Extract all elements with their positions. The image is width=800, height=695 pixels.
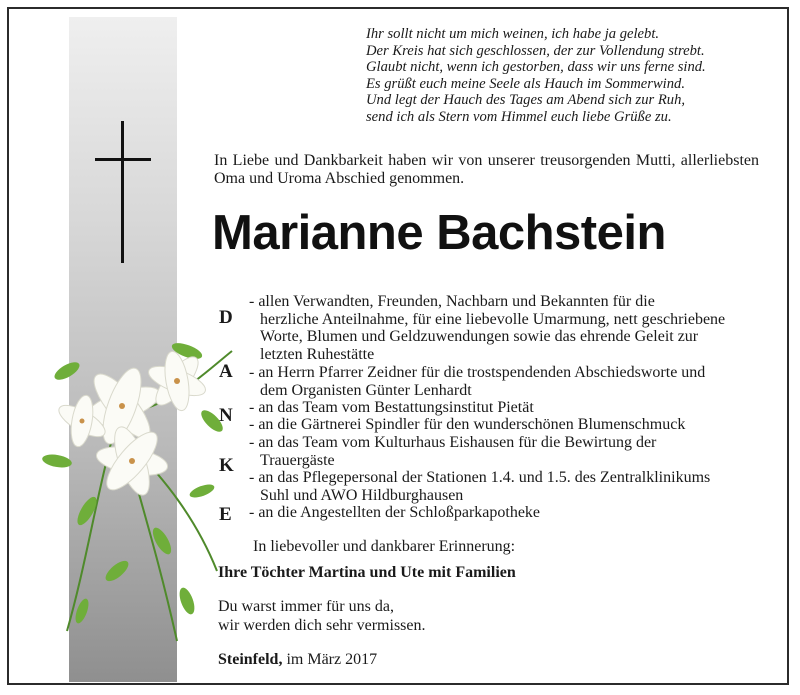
- thanks-line: Trauergäste: [260, 451, 335, 469]
- danke-letter: D: [219, 307, 233, 328]
- thanks-entry: [249, 469, 710, 504]
- thanks-entry: [249, 416, 685, 434]
- thanks-line: - an das Pflegepersonal der Stationen 1.4. und 1.5. des Zentralklinikums: [249, 469, 711, 486]
- intro-text: In Liebe und Dankbarkeit haben wir von unserer treusorgenden Mutti, allerliebsten Oma und Uroma Abschied genommen.: [214, 152, 759, 187]
- poem-line: Und legt der Hauch des Tages am Abend sich zur Ruh,: [366, 92, 686, 109]
- thanks-entry: [249, 504, 540, 522]
- thanks-entry: [249, 364, 705, 399]
- poem-line: Glaubt nicht, wenn ich gestorben, dass wir uns ferne sind.: [366, 59, 706, 76]
- thanks-entry: [249, 293, 725, 363]
- thanks-line: letzten Ruhestätte: [260, 345, 375, 363]
- thanks-line: - an das Team vom Kulturhaus Eishausen für die Bewirtung der: [249, 434, 657, 451]
- farewell-line: Du warst immer für uns da,: [218, 598, 394, 615]
- place: Steinfeld,: [218, 651, 283, 668]
- poem-line: Ihr sollt nicht um mich weinen, ich habe ja gelebt.: [366, 26, 660, 42]
- thanks-line: - allen Verwandten, Freunden, Nachbarn und Bekannten für die: [249, 293, 655, 310]
- thanks-line: - an die Gärtnerei Spindler für den wunderschönen Blumenschmuck: [249, 416, 686, 433]
- danke-letter: N: [219, 405, 233, 426]
- place-date: [218, 651, 377, 669]
- danke-letter: E: [219, 504, 232, 525]
- signers: Ihre Töchter Martina und Ute mit Familien: [218, 564, 516, 581]
- thanks-line: herzliche Anteilnahme, für eine liebevolle Umarmung, nett geschriebene: [260, 310, 726, 328]
- thanks-line: - an Herrn Pfarrer Zeidner für die trostspendenden Abschiedsworte und: [249, 364, 706, 381]
- thanks-line: - an die Angestellten der Schloßparkapotheke: [249, 504, 541, 521]
- lily-bouquet-icon: [27, 311, 237, 651]
- poem-line: send ich als Stern vom Himmel euch liebe Grüße zu.: [366, 108, 672, 125]
- danke-letter: K: [219, 455, 234, 476]
- memorial-poem: [366, 26, 766, 126]
- date: im März 2017: [286, 651, 378, 668]
- thanks-entry: [249, 434, 656, 469]
- danke-letter: A: [219, 361, 233, 382]
- poem-line: Der Kreis hat sich geschlossen, der zur Vollendung strebt.: [366, 42, 705, 59]
- thanks-line: Worte, Blumen und Geldzuwendungen sowie das ehrende Geleit zur: [260, 328, 699, 346]
- thanks-line: dem Organisten Günter Lenhardt: [260, 381, 472, 399]
- closing-line: In liebevoller und dankbarer Erinnerung:: [253, 538, 516, 555]
- farewell-text: [218, 597, 426, 635]
- cross-icon: [95, 121, 151, 263]
- deceased-name: Marianne Bachstein: [212, 206, 666, 260]
- thanks-line: Suhl und AWO Hildburghausen: [260, 486, 464, 504]
- farewell-line: wir werden dich sehr vermissen.: [218, 617, 426, 634]
- poem-line: Es grüßt euch meine Seele als Hauch im Sommerwind.: [366, 75, 685, 92]
- thanks-entry: [249, 399, 534, 417]
- thanks-line: - an das Team vom Bestattungsinstitut Pietät: [249, 399, 534, 416]
